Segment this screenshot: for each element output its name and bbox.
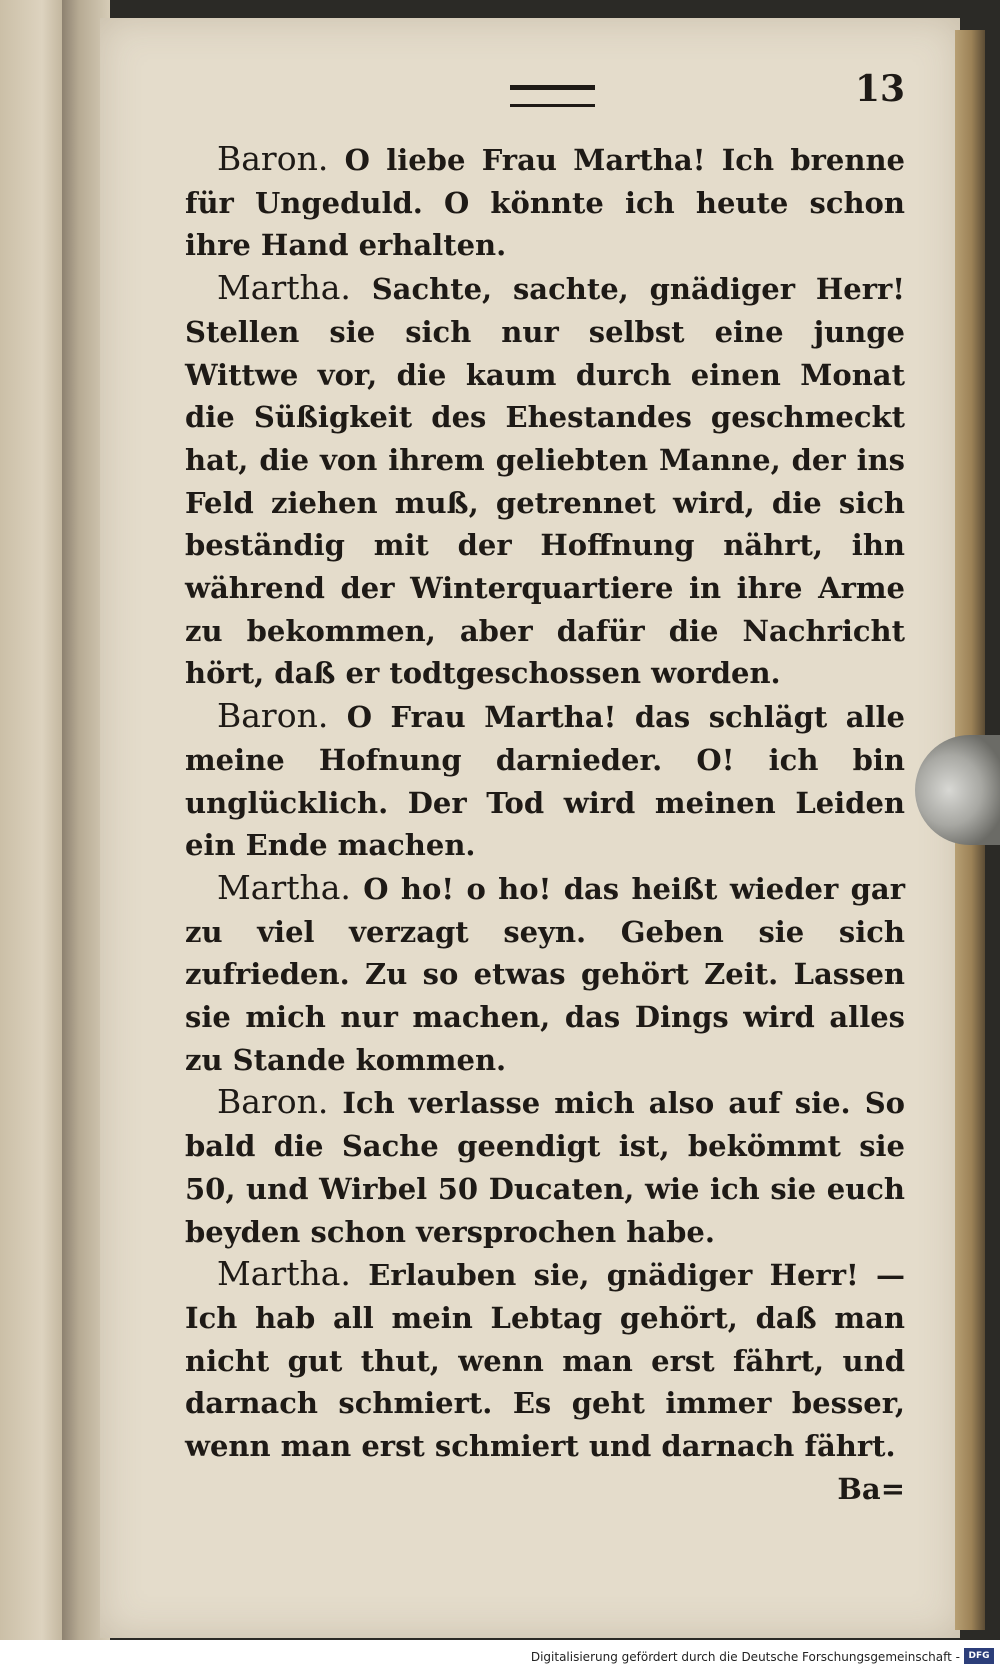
speaker-name: Baron. (217, 696, 329, 736)
digitization-credit: Digitalisierung gefördert durch die Deutsche Forschungsgemeinschaft - (530, 1650, 960, 1664)
paragraph (185, 138, 905, 267)
speaker-name: Martha. (217, 1254, 351, 1294)
page-number: 13 (855, 68, 906, 110)
speaker-name: Martha. (217, 867, 351, 907)
speech-text: Sachte, sachte, gnädiger Herr! Stellen sie sich nur selbst eine junge Wittwe vor, die kaum durch einen Monat die Süßigkeit des Ehestandes geschmeckt hat, die von ihrem geliebten Manne, der ins Feld ziehen muß, getrennet wird, die sich beständig mit der Hoffnung nährt, ihn während der Winterquartiere in ihre Arme zu bekommen, aber dafür die Nachricht hört, daß er todtgeschossen worden. (185, 272, 905, 691)
speaker-name: Baron. (217, 1082, 329, 1122)
speech-text: O Frau Martha! das schlägt alle meine Hofnung darnieder. O! ich bin unglücklich. Der Tod wird meinen Leiden ein Ende machen. (185, 700, 905, 863)
paragraph (185, 1253, 905, 1510)
footer-bar (0, 1640, 1000, 1670)
speech-text: O ho! o ho! das heißt wieder gar zu viel verzagt seyn. Geben sie sich zufrieden. Zu so etwas gehört Zeit. Lassen sie mich nur machen, das Dings wird alles zu Stande kommen. (185, 871, 905, 1077)
speech-text: Erlauben sie, gnädiger Herr! — Ich hab all mein Lebtag gehört, daß man nicht gut thut, wenn man erst fährt, und darnach schmiert. Es geht immer besser, wenn man erst schmiert und darnach fährt. (185, 1258, 905, 1464)
speaker-name: Baron. (217, 139, 329, 178)
header-ornament (510, 85, 595, 107)
paragraph (185, 695, 905, 867)
speech-text: O liebe Frau Martha! Ich brenne für Ungeduld. O könnte ich heute schon ihre Hand erhalten. (185, 143, 905, 263)
paragraph (185, 1081, 905, 1253)
paragraph (185, 267, 905, 695)
speaker-name: Martha. (217, 268, 351, 308)
speech-text: Ich verlasse mich also auf sie. So bald die Sache geendigt ist, bekömmt sie 50, und Wirbel 50 Ducaten, wie ich sie euch beyden schon versprochen habe. (185, 1086, 905, 1249)
page-text (185, 138, 905, 1511)
catchword: Ba= (837, 1471, 905, 1506)
paragraph (185, 867, 905, 1082)
dfg-logo-icon: DFG (964, 1648, 994, 1664)
facing-page (0, 0, 70, 1640)
